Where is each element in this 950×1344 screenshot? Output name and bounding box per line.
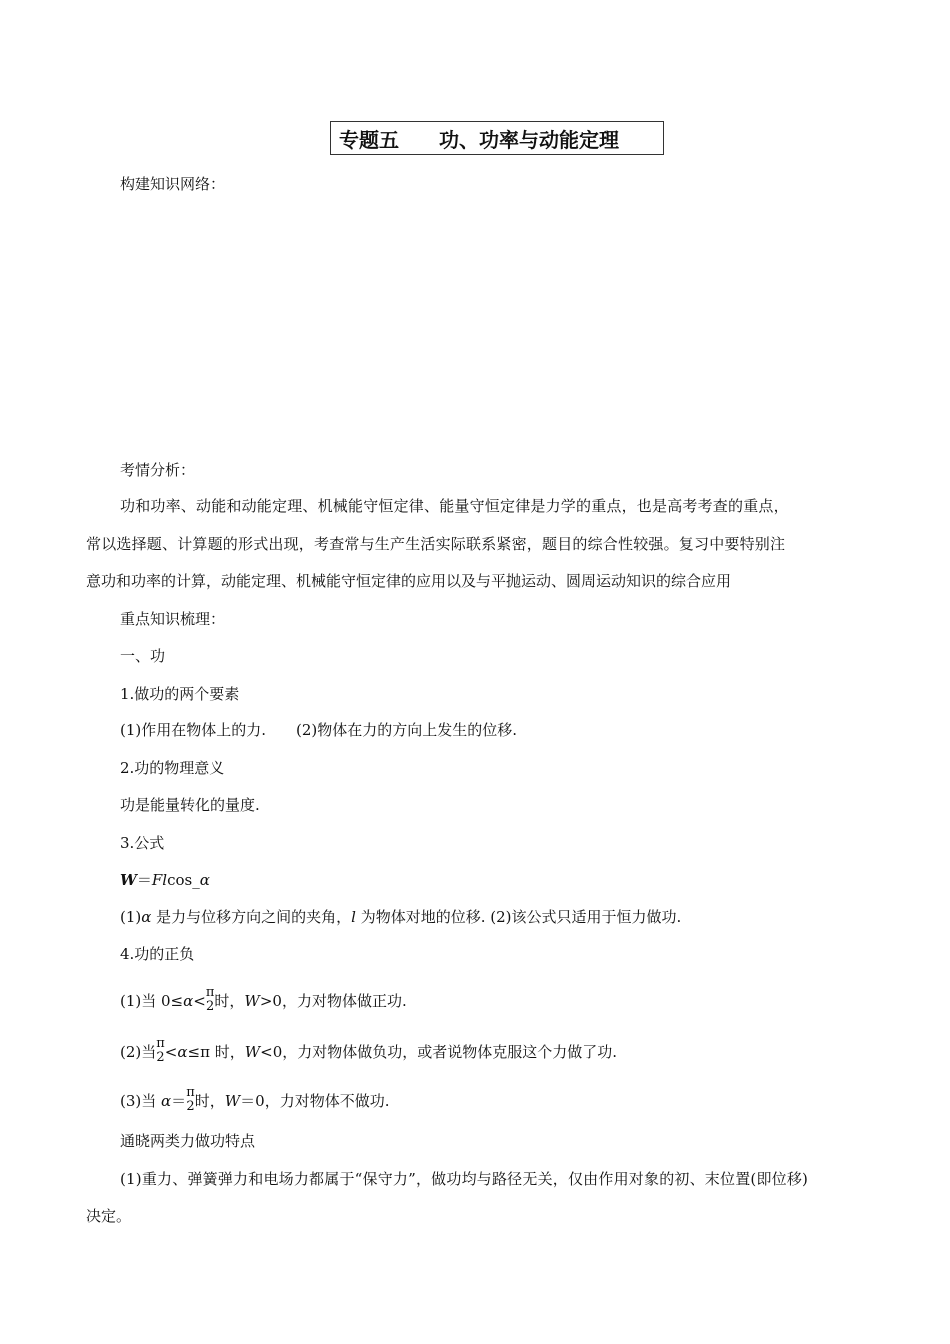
case-text: ＝ xyxy=(171,1092,187,1110)
fraction-numerator: π xyxy=(156,1036,165,1051)
case-negative xyxy=(120,1036,618,1067)
fraction-denominator: 2 xyxy=(156,1050,165,1065)
part-one-heading: 一、功 xyxy=(120,647,166,665)
case-alpha: α xyxy=(183,992,194,1010)
case-w: W xyxy=(244,1043,261,1061)
case-text: (3)当 xyxy=(120,1092,162,1110)
item3-note xyxy=(120,907,681,927)
knowledge-network-heading: 构建知识网络： xyxy=(120,175,226,193)
case-text: (1)当 0≤ xyxy=(120,992,184,1010)
forces-line-2: 决定。 xyxy=(86,1207,132,1225)
case-text: (2)当 xyxy=(120,1043,157,1061)
page-title: 专题五 功、功率与动能定理 xyxy=(330,121,664,155)
exam-analysis-line-3: 意功和功率的计算，动能定理、机械能守恒定律的应用以及与平抛运动、圆周运动知识的综合应用 xyxy=(86,572,732,590)
exam-analysis-line-1: 功和功率、动能和动能定理、机械能守恒定律、能量守恒定律是力学的重点，也是高考考查的重点， xyxy=(120,497,789,515)
note-part: (1) xyxy=(120,908,142,926)
case-text: < xyxy=(193,992,206,1010)
case-alpha: α xyxy=(161,1092,172,1110)
formula-alpha: α xyxy=(199,871,210,889)
forces-heading: 通晓两类力做功特点 xyxy=(120,1132,256,1150)
formula-f: F xyxy=(151,871,163,889)
key-points-heading: 重点知识梳理： xyxy=(120,610,226,628)
case-text: 时， xyxy=(194,1092,225,1110)
pi-over-two-fraction xyxy=(156,1037,165,1065)
formula-l: l xyxy=(162,871,168,889)
item1-heading: 1.做功的两个要素 xyxy=(120,685,240,703)
fraction-numerator: π xyxy=(186,1085,195,1100)
exam-analysis-line-2: 常以选择题、计算题的形式出现，考查常与生产生活实际联系紧密，题目的综合性较强。复习中要特别注 xyxy=(86,535,786,553)
note-part: 为物体对地的位移. (2)该公式只适用于恒力做功. xyxy=(355,908,682,926)
case-text: ≤π 时， xyxy=(187,1043,245,1061)
pi-over-two-fraction xyxy=(186,1086,195,1114)
fraction-denominator: 2 xyxy=(205,999,215,1014)
case-text: 时， xyxy=(214,992,245,1010)
item1-body: (1)作用在物体上的力. (2)物体在力的方向上发生的位移. xyxy=(120,721,518,739)
fraction-denominator: 2 xyxy=(186,1099,195,1114)
formula-equals: ＝ xyxy=(136,871,152,889)
note-alpha: α xyxy=(141,908,152,926)
note-l: l xyxy=(351,908,356,926)
item2-heading: 2.功的物理意义 xyxy=(120,759,225,777)
exam-analysis-heading: 考情分析： xyxy=(120,461,196,479)
item3-heading: 3.公式 xyxy=(120,834,165,852)
formula-cos: cos_ xyxy=(167,871,200,889)
case-text: >0，力对物体做正功. xyxy=(259,992,407,1010)
item2-body: 功是能量转化的量度. xyxy=(120,796,260,814)
pi-over-two-fraction xyxy=(206,986,215,1014)
fraction-numerator: π xyxy=(205,985,215,1000)
case-text: < xyxy=(164,1043,178,1061)
note-part: 是力与位移方向之间的夹角， xyxy=(151,908,352,926)
case-zero xyxy=(120,1085,390,1116)
case-w: W xyxy=(244,992,260,1010)
work-formula xyxy=(120,870,210,890)
case-text: <0，力对物体做负功，或者说物体克服这个力做了功. xyxy=(260,1043,618,1061)
forces-line-1: (1)重力、弹簧弹力和电场力都属于“保守力”，做功均与路径无关，仅由作用对象的初、末位置(即位移) xyxy=(120,1170,809,1188)
item4-heading: 4.功的正负 xyxy=(120,945,195,963)
case-text: ＝0，力对物体不做功. xyxy=(240,1092,390,1110)
case-alpha: α xyxy=(177,1043,188,1061)
formula-w: W xyxy=(120,871,137,889)
case-w: W xyxy=(224,1092,241,1110)
case-positive xyxy=(120,985,407,1016)
